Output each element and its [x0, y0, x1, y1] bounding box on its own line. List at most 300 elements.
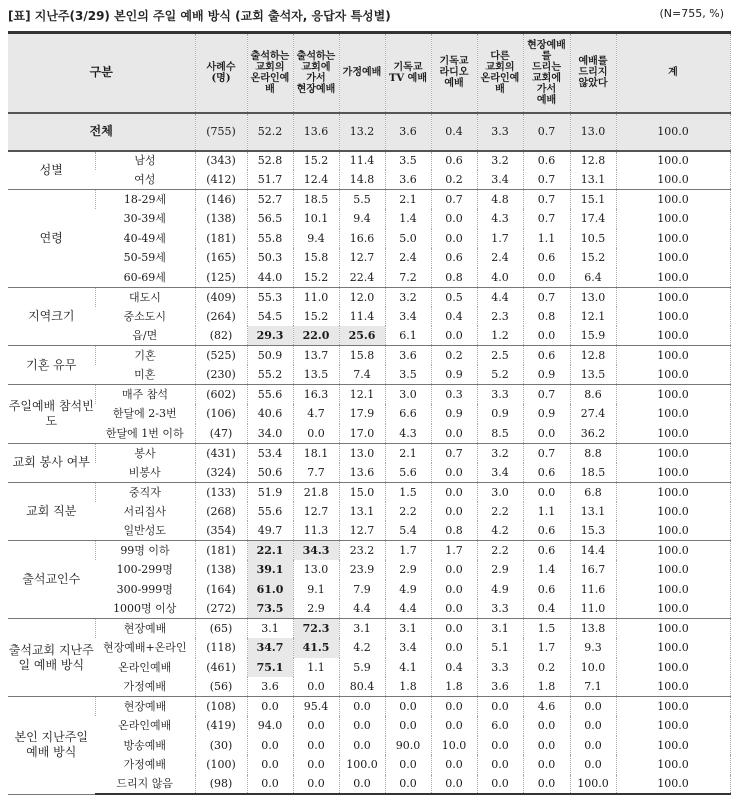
cell-value: 15.9	[570, 326, 616, 346]
cell-value: 13.8	[570, 619, 616, 639]
cell-value: 0.4	[431, 307, 477, 327]
column-header: 현장예배 를 드리는 교회에 가서 예배	[523, 33, 570, 113]
cell-value: 2.3	[477, 307, 523, 327]
cell-value: 0.0	[247, 736, 293, 756]
table-row	[8, 482, 730, 502]
table-row	[8, 677, 730, 697]
cell-value: 0.7	[523, 443, 570, 463]
group-label: 교회 봉사 여부	[8, 443, 95, 482]
cell-value: 0.0	[339, 716, 385, 736]
cell-value: 2.9	[477, 560, 523, 580]
cell-value: 10.1	[293, 209, 339, 229]
cell-value: 55.2	[247, 365, 293, 385]
cell-value: 13.0	[570, 287, 616, 307]
cell-value: 4.2	[339, 638, 385, 658]
total-label: 전체	[8, 113, 195, 151]
table-row	[8, 736, 730, 756]
cell-value: 4.4	[385, 599, 431, 619]
cell-value: 6.0	[477, 716, 523, 736]
cell-value: 0.0	[477, 736, 523, 756]
cell-value: 13.1	[339, 502, 385, 522]
column-header: 사례수 (명)	[195, 33, 247, 113]
cell-value: 16.6	[339, 229, 385, 249]
cell-value: 2.2	[477, 541, 523, 561]
table-row	[8, 209, 730, 229]
cell-value: 100.0	[616, 658, 730, 678]
cell-value: 100.0	[616, 521, 730, 541]
cell-value: 4.9	[477, 580, 523, 600]
column-header: 출석하는 교회에 가서 현장예배	[293, 33, 339, 113]
group-label: 주일예배 참석빈도	[8, 385, 95, 444]
cell-value: 1.2	[477, 326, 523, 346]
cell-value: 0.0	[431, 463, 477, 483]
cell-value: 13.6	[339, 463, 385, 483]
cell-value: 0.8	[431, 521, 477, 541]
cell-value: 0.0	[431, 424, 477, 444]
cell-value: 100.0	[616, 229, 730, 249]
cell-value: 0.7	[523, 385, 570, 405]
cell-value: 8.5	[477, 424, 523, 444]
row-count: (98)	[195, 775, 247, 795]
table-row	[8, 248, 730, 268]
cell-value: 100.0	[616, 638, 730, 658]
table-header	[8, 33, 730, 113]
cell-value: 3.4	[385, 307, 431, 327]
row-count: (164)	[195, 580, 247, 600]
cell-value: 3.4	[477, 170, 523, 190]
cell-value: 3.0	[477, 482, 523, 502]
cell-value: 13.5	[570, 365, 616, 385]
cell-value: 9.1	[293, 580, 339, 600]
cell-value: 12.4	[293, 170, 339, 190]
cell-value: 0.0	[477, 775, 523, 795]
cell-value: 2.4	[477, 248, 523, 268]
cell-value: 0.9	[523, 404, 570, 424]
cell-value: 1.8	[385, 677, 431, 697]
cell-value: 51.7	[247, 170, 293, 190]
cell-value: 11.4	[339, 307, 385, 327]
cell-value: 0.0	[293, 736, 339, 756]
cell-value: 3.4	[477, 463, 523, 483]
row-count: (324)	[195, 463, 247, 483]
table-title-bar	[8, 4, 730, 24]
cell-value: 1.8	[523, 677, 570, 697]
table-row	[8, 599, 730, 619]
cell-value: 4.2	[477, 521, 523, 541]
cell-value: 25.6	[339, 326, 385, 346]
cell-value: 100.0	[616, 424, 730, 444]
table-row	[8, 541, 730, 561]
cell-value: 0.9	[431, 404, 477, 424]
cell-value: 0.6	[431, 248, 477, 268]
cell-value: 100.0	[616, 248, 730, 268]
survey-table	[8, 31, 730, 795]
cell-value: 51.9	[247, 482, 293, 502]
cell-value: 2.4	[385, 248, 431, 268]
cell-value: 18.1	[293, 443, 339, 463]
cell-value: 0.0	[431, 755, 477, 775]
cell-value: 13.0	[293, 560, 339, 580]
cell-value: 2.1	[385, 190, 431, 210]
cell-value: 9.4	[339, 209, 385, 229]
cell-value: 100.0	[616, 541, 730, 561]
cell-value: 3.0	[385, 385, 431, 405]
row-count: (133)	[195, 482, 247, 502]
cell-value: 18.5	[570, 463, 616, 483]
cell-value: 0.0	[385, 716, 431, 736]
cell-value: 0.0	[431, 209, 477, 229]
cell-value: 16.3	[293, 385, 339, 405]
cell-value: 0.6	[523, 521, 570, 541]
row-count: (431)	[195, 443, 247, 463]
table-row	[8, 151, 730, 171]
cell-value: 4.9	[385, 580, 431, 600]
cell-value: 4.8	[477, 190, 523, 210]
row-count: (354)	[195, 521, 247, 541]
table-row	[8, 755, 730, 775]
row-label: 1000명 이상	[95, 599, 195, 619]
cell-value: 3.1	[339, 619, 385, 639]
cell-value: 1.5	[523, 619, 570, 639]
cell-value: 5.1	[477, 638, 523, 658]
table-row	[8, 463, 730, 483]
cell-value: 23.9	[339, 560, 385, 580]
cell-value: 8.6	[570, 385, 616, 405]
cell-value: 15.2	[293, 307, 339, 327]
cell-value: 80.4	[339, 677, 385, 697]
row-count: (30)	[195, 736, 247, 756]
total-value: 13.6	[293, 113, 339, 151]
row-count: (230)	[195, 365, 247, 385]
table-row	[8, 326, 730, 346]
row-count: (181)	[195, 541, 247, 561]
cell-value: 100.0	[616, 209, 730, 229]
cell-value: 100.0	[616, 268, 730, 288]
table-row	[8, 229, 730, 249]
cell-value: 100.0	[616, 365, 730, 385]
sample-note: (N=755, %)	[659, 7, 724, 20]
table-row	[8, 521, 730, 541]
row-label: 현장예배	[95, 697, 195, 717]
cell-value: 12.7	[339, 521, 385, 541]
row-count: (461)	[195, 658, 247, 678]
row-count: (65)	[195, 619, 247, 639]
table-row	[8, 190, 730, 210]
row-label: 18-29세	[95, 190, 195, 210]
cell-value: 100.0	[616, 307, 730, 327]
table-row	[8, 580, 730, 600]
cell-value: 3.3	[477, 385, 523, 405]
cell-value: 0.0	[523, 326, 570, 346]
cell-value: 0.2	[431, 170, 477, 190]
row-count: (56)	[195, 677, 247, 697]
cell-value: 17.9	[339, 404, 385, 424]
cell-value: 3.6	[385, 170, 431, 190]
cell-value: 1.7	[477, 229, 523, 249]
cell-value: 13.5	[293, 365, 339, 385]
cell-value: 3.2	[477, 443, 523, 463]
table-row	[8, 385, 730, 405]
cell-value: 0.9	[431, 365, 477, 385]
cell-value: 7.9	[339, 580, 385, 600]
cell-value: 10.0	[570, 658, 616, 678]
table-body	[8, 113, 730, 795]
table-row	[8, 775, 730, 795]
row-count: (272)	[195, 599, 247, 619]
cell-value: 52.8	[247, 151, 293, 171]
cell-value: 0.6	[523, 580, 570, 600]
cell-value: 0.7	[431, 190, 477, 210]
cell-value: 17.4	[570, 209, 616, 229]
row-count: (264)	[195, 307, 247, 327]
row-label: 현장예배+온라인	[102, 641, 187, 655]
cell-value: 0.0	[339, 736, 385, 756]
row-count: (138)	[195, 560, 247, 580]
table-row	[8, 268, 730, 288]
table-row	[8, 287, 730, 307]
cell-value: 8.8	[570, 443, 616, 463]
row-label: 온라인예배	[118, 719, 172, 733]
row-count: (47)	[195, 424, 247, 444]
cell-value: 4.4	[477, 287, 523, 307]
row-label: 가정예배	[95, 677, 195, 697]
cell-value: 55.8	[247, 229, 293, 249]
cell-value: 3.6	[385, 346, 431, 366]
cell-value: 100.0	[616, 677, 730, 697]
cell-value: 3.6	[247, 677, 293, 697]
cell-value: 0.0	[431, 482, 477, 502]
row-label: 한달에 1번 이하	[95, 424, 195, 444]
row-label: 남성	[95, 151, 195, 171]
total-value: 0.4	[431, 113, 477, 151]
cell-value: 0.2	[431, 346, 477, 366]
row-count: (525)	[195, 346, 247, 366]
cell-value: 12.1	[339, 385, 385, 405]
row-label: 중소도시	[123, 309, 166, 323]
row-count: (106)	[195, 404, 247, 424]
cell-value: 0.2	[523, 658, 570, 678]
cell-value: 0.0	[431, 229, 477, 249]
cell-value: 0.0	[570, 736, 616, 756]
cell-value: 100.0	[616, 697, 730, 717]
group-label: 지역크기	[8, 287, 95, 346]
cell-value: 12.8	[570, 346, 616, 366]
cell-value: 15.2	[570, 248, 616, 268]
group-label: 성별	[8, 151, 95, 190]
cell-value: 50.6	[247, 463, 293, 483]
cell-value: 0.6	[431, 151, 477, 171]
cell-value: 0.6	[523, 151, 570, 171]
cell-value: 0.9	[523, 365, 570, 385]
cell-value: 100.0	[616, 151, 730, 171]
table-row	[8, 170, 730, 190]
cell-value: 0.7	[431, 443, 477, 463]
cell-value: 1.7	[385, 541, 431, 561]
row-count: (138)	[195, 209, 247, 229]
cell-value: 11.0	[293, 287, 339, 307]
cell-value: 0.0	[523, 268, 570, 288]
group-label: 연령	[8, 190, 95, 288]
cell-value: 100.0	[616, 287, 730, 307]
row-label: 기혼	[95, 346, 195, 366]
cell-value: 0.0	[293, 755, 339, 775]
cell-value: 27.4	[570, 404, 616, 424]
cell-value: 13.1	[570, 170, 616, 190]
cell-value: 100.0	[616, 190, 730, 210]
cell-value: 0.0	[431, 619, 477, 639]
cell-value: 4.6	[523, 697, 570, 717]
cell-value: 0.7	[523, 190, 570, 210]
table-row	[8, 365, 730, 385]
row-label: 한달에 2-3번	[112, 407, 177, 421]
cell-value: 2.2	[385, 502, 431, 522]
table-title: [표] 지난주(3/29) 본인의 주일 예배 방식 (교회 출석자, 응답자 특성별)	[8, 9, 391, 23]
cell-value: 1.1	[523, 229, 570, 249]
row-count: (125)	[195, 268, 247, 288]
row-label: 드리지 않음	[95, 775, 195, 795]
cell-value: 0.5	[431, 287, 477, 307]
cell-value: 100.0	[616, 619, 730, 639]
cell-value: 12.7	[293, 502, 339, 522]
cell-value: 0.0	[431, 502, 477, 522]
row-count: (268)	[195, 502, 247, 522]
cell-value: 5.2	[477, 365, 523, 385]
cell-value: 6.6	[385, 404, 431, 424]
cell-value: 2.2	[477, 502, 523, 522]
cell-value: 3.6	[477, 677, 523, 697]
row-label: 300-999명	[116, 582, 173, 596]
total-value: 100.0	[616, 113, 730, 151]
cell-value: 10.5	[570, 229, 616, 249]
cell-value: 2.9	[385, 560, 431, 580]
cell-value: 100.0	[616, 463, 730, 483]
row-count: (100)	[195, 755, 247, 775]
table-row	[8, 716, 730, 736]
cell-value: 0.8	[523, 307, 570, 327]
row-count: (602)	[195, 385, 247, 405]
cell-value: 100.0	[616, 326, 730, 346]
cell-value: 3.1	[477, 619, 523, 639]
cell-value: 100.0	[616, 170, 730, 190]
row-label: 읍/면	[95, 326, 195, 346]
cell-value: 4.3	[477, 209, 523, 229]
group-label: 출석교회 지난주일 예배 방식	[8, 619, 95, 697]
cell-value: 13.7	[293, 346, 339, 366]
cell-value: 3.1	[385, 619, 431, 639]
table-row	[8, 502, 730, 522]
cell-value: 15.8	[339, 346, 385, 366]
row-label: 대도시	[95, 287, 195, 307]
column-header: 출석하는 교회의 온라인예 배	[247, 33, 293, 113]
row-label: 서리집사	[123, 504, 166, 518]
cell-value: 0.0	[385, 755, 431, 775]
total-value: 52.2	[247, 113, 293, 151]
cell-value: 10.0	[431, 736, 477, 756]
cell-value: 3.3	[477, 599, 523, 619]
cell-value: 0.0	[523, 424, 570, 444]
row-label: 중직자	[95, 482, 195, 502]
cell-value: 6.1	[385, 326, 431, 346]
cell-value: 23.2	[339, 541, 385, 561]
row-count: (165)	[195, 248, 247, 268]
cell-value: 5.4	[385, 521, 431, 541]
cell-value: 0.0	[431, 716, 477, 736]
row-count: (118)	[195, 638, 247, 658]
cell-value: 1.8	[431, 677, 477, 697]
row-label: 일반성도	[95, 521, 195, 541]
cell-value: 3.1	[247, 619, 293, 639]
cell-value: 3.3	[477, 658, 523, 678]
cell-value: 22.0	[293, 326, 339, 346]
row-label: 50-59세	[123, 251, 166, 265]
total-value: 13.2	[339, 113, 385, 151]
row-label: 100-299명	[116, 563, 173, 577]
cell-value: 54.5	[247, 307, 293, 327]
cell-value: 4.7	[293, 404, 339, 424]
cell-value: 2.5	[477, 346, 523, 366]
row-label: 현장예배	[95, 619, 195, 639]
cell-value: 100.0	[616, 716, 730, 736]
cell-value: 0.7	[523, 287, 570, 307]
cell-value: 0.0	[247, 755, 293, 775]
cell-value: 0.0	[293, 716, 339, 736]
row-count: (181)	[195, 229, 247, 249]
row-count: (419)	[195, 716, 247, 736]
cell-value: 0.7	[523, 170, 570, 190]
row-label: 30-39세	[123, 212, 166, 226]
cell-value: 0.0	[339, 775, 385, 795]
cell-value: 13.0	[339, 443, 385, 463]
cell-value: 15.2	[293, 151, 339, 171]
cell-value: 0.0	[431, 560, 477, 580]
table-row	[8, 443, 730, 463]
cell-value: 0.0	[523, 482, 570, 502]
cell-value: 7.7	[293, 463, 339, 483]
row-label: 40-49세	[123, 231, 166, 245]
cell-value: 0.0	[293, 677, 339, 697]
table-row	[8, 346, 730, 366]
column-header-category: 구분	[8, 33, 195, 113]
cell-value: 11.4	[339, 151, 385, 171]
cell-value: 3.5	[385, 365, 431, 385]
cell-value: 0.0	[339, 697, 385, 717]
cell-value: 0.0	[385, 775, 431, 795]
cell-value: 0.0	[431, 580, 477, 600]
cell-value: 0.3	[431, 385, 477, 405]
cell-value: 11.0	[570, 599, 616, 619]
cell-value: 53.4	[247, 443, 293, 463]
cell-value: 75.1	[247, 658, 293, 678]
total-value: 13.0	[570, 113, 616, 151]
cell-value: 1.4	[523, 560, 570, 580]
cell-value: 49.7	[247, 521, 293, 541]
cell-value: 5.0	[385, 229, 431, 249]
cell-value: 12.1	[570, 307, 616, 327]
row-label: 미혼	[95, 365, 195, 385]
cell-value: 15.3	[570, 521, 616, 541]
cell-value: 14.4	[570, 541, 616, 561]
cell-value: 100.0	[616, 443, 730, 463]
cell-value: 100.0	[616, 385, 730, 405]
cell-value: 7.4	[339, 365, 385, 385]
cell-value: 55.6	[247, 502, 293, 522]
cell-value: 0.0	[247, 697, 293, 717]
row-label: 60-69세	[95, 268, 195, 288]
column-header: 예배를 드리지 않았다	[570, 33, 616, 113]
cell-value: 1.1	[293, 658, 339, 678]
cell-value: 0.7	[523, 209, 570, 229]
cell-value: 100.0	[570, 775, 616, 795]
